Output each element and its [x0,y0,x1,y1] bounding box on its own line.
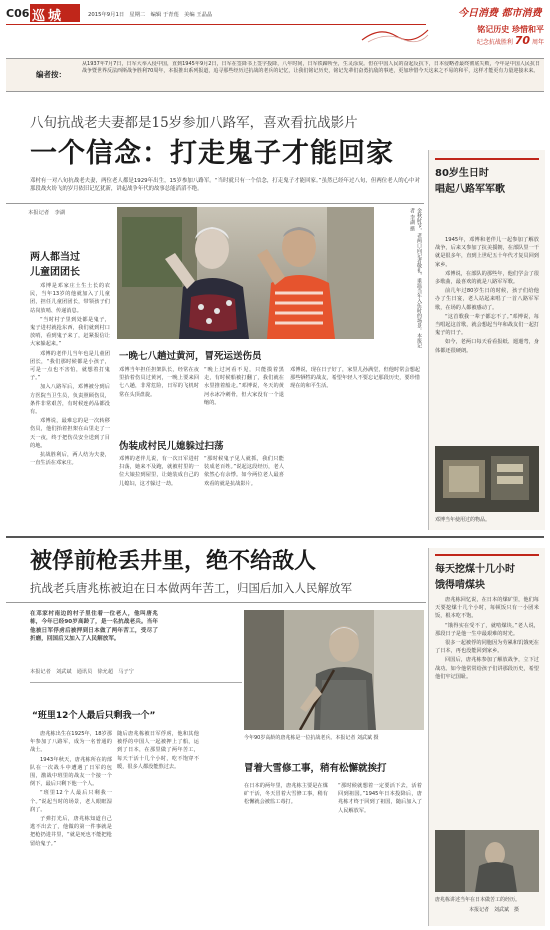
story2-byline: 本报记者 刘武斌 通讯员 徐允超 马子宁 [30,669,134,675]
paragraph: 加入八路军后，邓博被分到后方医院当卫生员，负责照顾伤员，条件非常艰苦，有时候连药品都没有。 [30,384,110,416]
paragraph: 唐兆栋出生在1925年，18岁那年参加了八路军，成为一名普通的战士。 [30,731,112,754]
banner-title: 铭记历史 珍惜和平 [477,25,544,34]
banner-sub: 纪念抗战胜利 [476,39,513,46]
story1-sidebar-title-a: 80岁生日时 [435,168,489,179]
story2-rule [6,602,426,603]
paragraph: “饿得实在受不了，就啃煤块。”老人说，那段日子是他一生中最艰难的时光。 [435,622,539,637]
editor-note-box [6,58,544,92]
paragraph: 很多一起被俘的同胞因为劳累和饥饿死在了日本，再也没能回到家乡。 [435,640,539,655]
story2-sidebar-title-b: 饿得啃煤块 [435,580,485,591]
paragraph: “这首歌我一辈子都忘不了。”邓博说，每当唱起这首歌，就会想起当年和战友们一起打鬼子的日子。 [435,313,539,337]
story2-sub3-text-a: 在日本的两年里，唐兆栋主要是在煤矿干活，冬天冒着大雪修工事，稍有松懈就会被监工毒打。 [244,783,328,806]
story1-kicker: 八旬抗战老夫妻都是15岁参加八路军，喜欢看抗战影片 [30,115,358,131]
story1-sub1-title: 一晚七八趟过黄河，冒死运送伤员 [119,351,262,362]
paragraph: “当时村子里到处都是鬼子，鬼子进村就抢东西，我们就到村口放哨，看到鬼子来了，赶紧报信让大家躲起来。” [30,316,110,348]
paragraph: “班里12个人最后只剩我一个。”说起当时的场景，老人眼眶湿润了。 [30,790,112,813]
story2-sub3-title: 冒着大雪修工事，稍有松懈就挨打 [244,763,387,774]
section-title: 巡城 [32,9,65,24]
story2-photo [244,610,424,730]
story2-byline-rule [30,682,242,683]
paragraph: 邓博说，在部队的那些年，他们学会了很多歌曲，最喜欢的就是八路军军歌。 [435,270,539,286]
paragraph: 如今，老两口每天看看报纸、遛遛弯，身体都还很硬朗。 [435,339,539,354]
anniversary-banner [430,24,546,46]
banner-suffix: 周年 [531,39,544,46]
story2-col1-title: “班里12个人最后只剩我一个” [32,711,156,721]
story1-sidebar-title-b: 唱起八路军军歌 [435,184,505,195]
page-number: C06 [6,7,30,20]
story2-col2-text: 随后唐兆栋被日军俘虏，他和其他被俘的中国人一起被押上了船，运到了日本，在那里做了两年苦工，每天干活十几个小时，吃不饱穿不暖，很多人都没能熬过去。 [117,731,199,770]
story1-photo [117,207,374,339]
story1-sub1-text-b: “晚上过河看不见，只能摸着黑走，有时候船被打翻了，我们就在水里推着船走。”邓博说，冬天的黄河水冰冷刺骨，但大家没有一个退缩的。 [204,367,284,406]
story2-photo-caption: 今年90岁高龄的唐兆栋是一位抗战老兵。本报记者 刘武斌 摄 [244,735,379,741]
story1-sidebar [428,150,545,530]
story2-lede: 在邓家村南边的村子里住着一位老人，他叫唐兆栋，今年已经90岁高龄了，是一名抗战老兵。当年他被日军俘虏后被押到日本做了两年苦工，受尽了折磨，回国后又加入了人民解放军。 [30,611,158,643]
story2-col1-text [30,730,112,925]
story2-sidebar-rule [435,554,539,556]
story1-rule [6,203,424,204]
story1-small-caption: 邓博当年使用过的物品。 [435,517,491,523]
story1-headline: 一个信念：打走鬼子才能回家 [30,138,394,169]
paragraph: 邓博说，最难忘的是一次转移伤员，他们抬着担架在山里走了一天一夜，终于把伤员安全送到了目的地。 [30,418,110,449]
section-divider [6,536,544,538]
story2-small-photo [435,830,539,892]
story2-sidebar-title-a: 每天挖煤十几小时 [435,564,515,575]
story2-sub3-text-b: “那时候就想着一定要活下去，活着回到祖国。”1945年日本投降后，唐兆栋才终于回到了祖国，随后加入了人民解放军。 [338,783,422,814]
paragraph: 前几年过80岁生日的时候，孩子们给他办了生日宴，老人站起来唱了一首八路军军歌，在场的人都被感动了。 [435,288,539,311]
story1-sidebar-text [435,236,539,442]
story2-small-caption-credit: 本报记者 刘武斌 摄 [469,907,520,913]
story1-sub2-text-b: “那时候鬼子见人就抓，我们只能装成老百姓。”说起这段经历，老人依然心有余悸。如今两位老人最喜欢看的就是抗战影片。 [204,456,284,487]
story1-small-photo [435,446,539,512]
story1-right-text: 邓博说，现在日子好了，家里儿孙满堂，但他时常会想起那些牺牲的战友，希望年轻人不要忘记那段历史，要珍惜现在的和平生活。 [290,367,420,390]
paragraph: 邓博的老伴儿当年也是儿童团团长，“我们那时候都是小孩子，可是一点也不害怕，就想着打鬼子。” [30,350,110,382]
editor-note-label: 编者按： [36,70,66,79]
paragraph: 回国后，唐兆栋参加了解放战争，立下过战功。如今他常常给孩子们讲那段历史，希望他们牢记国耻。 [435,657,539,680]
story2-sidebar [428,548,545,926]
paragraph: 唐兆栋回忆说，在日本的煤矿里，他们每天要挖煤十几个小时，每顿饭只有一小团米饭，根本吃不饱。 [435,597,539,620]
story1-col1-title-a: 两人都当过 [30,252,80,263]
story2-small-caption: 唐兆栋讲述当年在日本做苦工的经历。 [435,897,521,903]
story2-headline: 被俘前枪丢井里，绝不给敌人 [30,549,317,574]
banner-num: 70 [514,34,531,47]
story1-sub1-text-a: 邓博当年担任担架队长，经常在夜里抬着伤员过黄河，一晚上要来回七八趟，非常危险，日军的飞机时常在头顶盘旋。 [119,367,199,398]
story1-sub2-title: 伪装成村民儿媳躲过扫荡 [119,441,224,452]
header-rule [6,24,426,25]
story1-byline: 本报记者 李湖 [28,210,66,216]
paragraph: 抗战胜利后，两人结为夫妻，一直生活在邓家庄。 [30,452,110,467]
story2-sub: 抗战老兵唐兆栋被迫在日本做两年苦工，归国后加入人民解放军 [30,581,352,595]
header-date: 2015年9月1日 星期二 编辑 于青莲 美编 王晶晶 [88,12,213,18]
story2-sidebar-text [435,596,539,826]
paragraph: 子弹打光后，唐兆栋知道自己逃不出去了，他做的第一件事就是把枪扔进井里，“就是死也不能把枪留给鬼子。” [30,816,112,847]
story1-sub2-text-a: 邓博的老伴儿说，有一次日军进村扫荡，她来不及跑，就被村里的一位大娘拉到屋里，让她装成自己的儿媳妇，这才躲过一劫。 [119,456,199,487]
banner-motif [360,22,430,44]
story1-sidebar-rule [435,158,539,160]
story1-col1-title-b: 儿童团团长 [30,267,80,278]
paragraph: 邓博是邓家庄土生土长的农民，当年13岁的他就加入了儿童团，担任儿童团团长，带领孩子们站岗放哨、传递消息。 [30,283,110,314]
brand-logo: 今日消费 都市消费 [458,8,542,19]
story1-lede: 邓村有一对八旬抗战老夫妻，两位老人都是1929年出生，15岁参加八路军。“当时就只有一个信念，打走鬼子才能回家。”虽然已经年过八旬，但两位老人的心中对那段战火纷飞的岁月依旧记忆犹新，讲起战争年代的故事总能滔滔不绝。 [30,178,420,193]
editor-note-text: 从1937年7月7日，日军大举入侵中国，直到1945年9月2日，日军在签降书上签字投降，八年时间，日军铁蹄所至，生灵涂炭。但在中国人民的奋起反抗下，日本侵略者最终彻底失败，今年是中国人民抗日战争暨世界反法西斯战争胜利70周年，本报推出系列报道，追寻那些经历过抗战的老兵的记忆，让我们铭记历史，铭记先辈们奋勇抗敌的事迹，更加珍惜今天这来之不易的和平，这样才能更有力量迎接未来。 [82,61,540,74]
story1-photo-caption: 金秋时节，老两口向记者敬礼，重温当年入伍时的场景。本报记者 李湖 摄 [409,208,422,348]
story1-col1-text [30,282,110,482]
paragraph: 1945年，邓博和老伴儿一起参加了解放战争，后来又参加了抗美援朝，在部队里一干就是很多年，直到上世纪五十年代才复员回到家乡。 [435,237,539,268]
paragraph: 1943年秋天，唐兆栋所在的部队在一次战斗中遭遇了日军的包围，激战中班里的战友一个接一个倒下，最后只剩下他一个人。 [30,756,112,788]
